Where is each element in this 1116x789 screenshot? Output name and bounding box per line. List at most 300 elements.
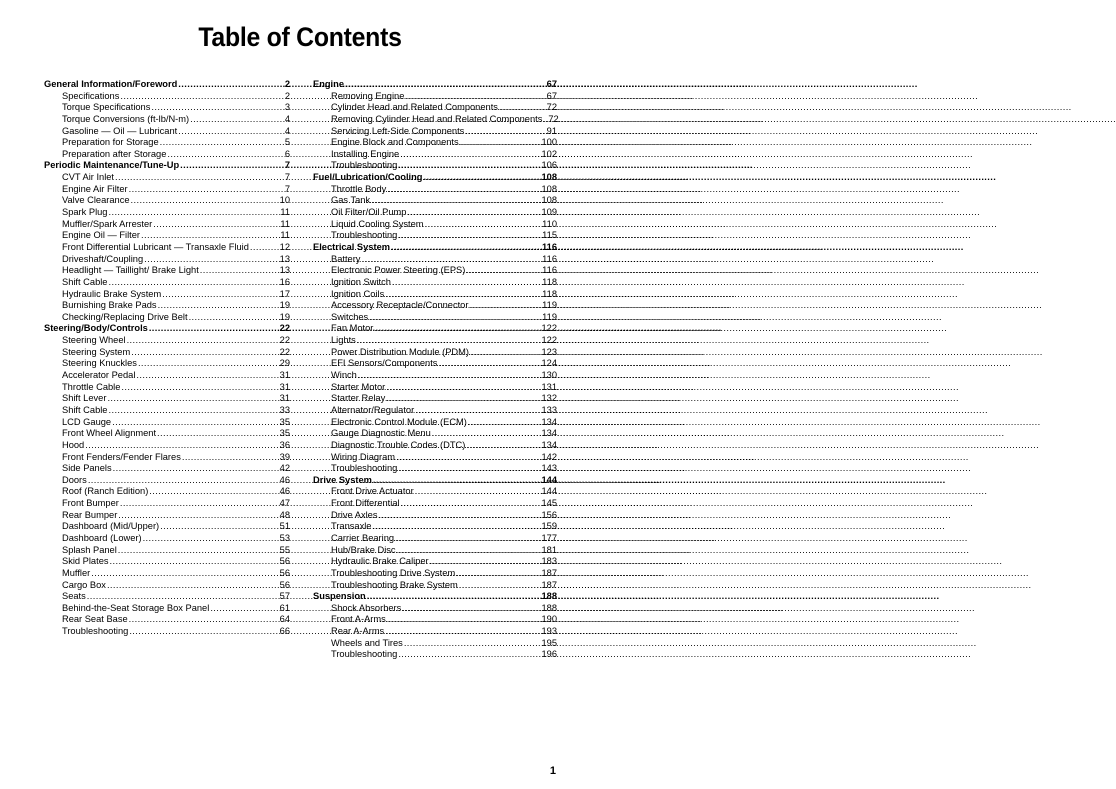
- dot-leader: [391, 242, 541, 254]
- toc-entry: [44, 614, 290, 626]
- toc-page-number: 56: [279, 567, 290, 578]
- toc-entry: [313, 498, 557, 510]
- toc-entry: [313, 358, 557, 370]
- toc-entry-title: CVT Air Inlet: [62, 172, 115, 183]
- toc-page-number: 134: [541, 439, 557, 450]
- toc-page-number: 57: [279, 591, 290, 602]
- toc-page-number: 142: [541, 451, 557, 462]
- toc-page-number: 102: [541, 148, 557, 159]
- toc-entry-title: Oil Filter/Oil Pump: [331, 207, 407, 218]
- dot-leader: [127, 335, 279, 347]
- dot-leader: [107, 580, 279, 592]
- toc-entry-title: Accelerator Pedal: [62, 370, 136, 381]
- toc-page-number: 19: [279, 311, 290, 322]
- toc-entry-title: Drive Axles: [331, 509, 378, 520]
- toc-page-number: 134: [541, 428, 557, 439]
- toc-section-heading: [44, 323, 290, 335]
- toc-entry-title: Troubleshooting Brake System: [331, 579, 458, 590]
- toc-entry-title: Battery: [331, 253, 361, 264]
- toc-page-number: 124: [541, 358, 557, 369]
- toc-page-number: 33: [279, 404, 290, 415]
- dot-leader: [398, 160, 540, 172]
- toc-page-number: 187: [541, 579, 557, 590]
- toc-entry-title: Behind-the-Seat Storage Box Panel: [62, 602, 210, 613]
- toc-page-number: 108: [541, 183, 557, 194]
- toc-entry-title: Wheels and Tires: [331, 637, 403, 648]
- toc-entry-title: Seats: [62, 591, 86, 602]
- toc-left-column: [44, 79, 290, 638]
- toc-entry-title: Transaxle: [331, 521, 372, 532]
- dot-leader: [373, 475, 541, 487]
- toc-entry-title: Cargo Box: [62, 579, 106, 590]
- toc-page-number: 31: [279, 370, 290, 381]
- toc-page-number: 46: [279, 474, 290, 485]
- toc-page-number: 4: [284, 125, 290, 136]
- toc-entry: [313, 277, 557, 289]
- toc-entry-title: Drive System: [313, 474, 372, 485]
- toc-entry: [313, 184, 557, 196]
- toc-page-number: 133: [541, 404, 557, 415]
- dot-leader: [178, 79, 284, 91]
- dot-leader: [395, 533, 540, 545]
- toc-entry: [44, 498, 290, 510]
- toc-entry-title: Shift Lever: [62, 393, 107, 404]
- toc-page-number: 46: [279, 486, 290, 497]
- toc-section-heading: [313, 475, 557, 487]
- toc-entry-title: Checking/Replacing Drive Belt: [62, 311, 188, 322]
- toc-page-number: 22: [279, 346, 290, 357]
- dot-leader: [466, 440, 540, 452]
- toc-page-number: 13: [279, 265, 290, 276]
- toc-entry: [313, 440, 557, 452]
- toc-entry: [313, 614, 557, 626]
- dot-leader: [151, 102, 283, 114]
- dot-leader: [387, 614, 541, 626]
- toc-entry-title: Muffler: [62, 567, 91, 578]
- toc-page-number: 110: [542, 218, 557, 229]
- toc-entry: [313, 382, 557, 394]
- toc-section-heading: [313, 591, 557, 603]
- toc-entry: [44, 265, 290, 277]
- toc-entry-title: Steering/Body/Controls: [44, 323, 148, 334]
- toc-page-number: 11: [280, 218, 290, 229]
- dot-leader: [398, 463, 540, 475]
- toc-entry: [44, 335, 290, 347]
- toc-page-number: 67: [546, 90, 557, 101]
- toc-page-number: 134: [541, 416, 557, 427]
- toc-page-number: 19: [279, 300, 290, 311]
- dot-leader: [108, 277, 278, 289]
- toc-entry: [313, 510, 557, 522]
- toc-entry-title: Hood: [62, 439, 85, 450]
- dot-leader: [113, 463, 279, 475]
- dot-leader: [87, 591, 279, 603]
- toc-entry: [44, 230, 290, 242]
- dot-leader: [401, 498, 541, 510]
- toc-page-number: 39: [279, 451, 290, 462]
- toc-entry: [44, 393, 290, 405]
- toc-entry-title: Ignition Coils: [331, 288, 385, 299]
- dot-leader: [371, 195, 540, 207]
- toc-page-number: 106: [541, 160, 557, 171]
- dot-leader: [129, 626, 278, 638]
- toc-entry-title: Power Distribution Module (PDM): [331, 346, 469, 357]
- toc-entry: [44, 277, 290, 289]
- toc-entry-title: Throttle Body: [331, 183, 387, 194]
- toc-section-heading: [313, 242, 557, 254]
- toc-entry: [44, 358, 290, 370]
- toc-entry: [44, 289, 290, 301]
- toc-entry: [44, 428, 290, 440]
- dot-leader: [118, 510, 278, 522]
- toc-section-heading: [313, 79, 557, 91]
- toc-entry-title: Electrical System: [313, 241, 391, 252]
- dot-leader: [210, 603, 278, 615]
- dot-leader: [374, 323, 540, 335]
- toc-entry-title: Starter Relay: [331, 393, 386, 404]
- dot-leader: [144, 254, 279, 266]
- toc-entry-title: Alternator/Regulator: [331, 404, 415, 415]
- toc-entry-title: Burnishing Brake Pads: [62, 300, 157, 311]
- dot-leader: [402, 603, 540, 615]
- toc-entry-title: Specifications: [62, 90, 120, 101]
- dot-leader: [398, 649, 540, 661]
- toc-entry: [313, 300, 557, 312]
- dot-leader: [438, 358, 540, 370]
- dot-leader: [160, 521, 279, 533]
- toc-entry: [313, 533, 557, 545]
- toc-page-number: 181: [541, 544, 557, 555]
- dot-leader: [432, 428, 541, 440]
- toc-entry: [313, 417, 557, 429]
- toc-entry-title: Front Bumper: [62, 498, 119, 509]
- toc-entry-title: Spark Plug: [62, 207, 108, 218]
- toc-entry-title: Doors: [62, 474, 87, 485]
- toc-entry-title: Fuel/Lubrication/Cooling: [313, 172, 423, 183]
- toc-entry: [313, 626, 557, 638]
- toc-entry-title: Wiring Diagram: [331, 451, 396, 462]
- toc-page-number: 123: [541, 346, 557, 357]
- toc-entry-title: Fan Motor: [331, 323, 374, 334]
- toc-page-number: 195: [541, 637, 557, 648]
- toc-entry: [313, 580, 557, 592]
- toc-entry: [44, 475, 290, 487]
- dot-leader: [178, 126, 284, 138]
- toc-entry-title: Periodic Maintenance/Tune-Up: [44, 160, 180, 171]
- toc-entry: [313, 649, 557, 661]
- toc-page-number: 56: [279, 556, 290, 567]
- toc-entry: [313, 405, 557, 417]
- toc-entry-title: Steering Wheel: [62, 335, 126, 346]
- dot-leader: [108, 405, 278, 417]
- toc-entry-title: Cylinder Head and Related Components: [331, 102, 498, 113]
- toc-page-number: 144: [541, 486, 557, 497]
- toc-page-number: 64: [279, 614, 290, 625]
- dot-leader: [372, 521, 540, 533]
- toc-section-heading: [44, 79, 290, 91]
- dot-leader: [121, 382, 278, 394]
- toc-page-number: 29: [279, 358, 290, 369]
- toc-entry: [44, 184, 290, 196]
- dot-leader: [143, 533, 279, 545]
- toc-page-number: 12: [279, 241, 290, 252]
- dot-leader: [136, 370, 278, 382]
- toc-entry: [44, 195, 290, 207]
- toc-page-number: 119: [542, 300, 557, 311]
- toc-page-number: 22: [279, 323, 290, 334]
- toc-entry-title: Front Drive Actuator: [331, 486, 414, 497]
- toc-entry: [44, 300, 290, 312]
- toc-entry: [44, 603, 290, 615]
- dot-leader: [430, 556, 541, 568]
- dot-leader: [149, 323, 279, 335]
- toc-entry: [44, 626, 290, 638]
- dot-leader: [392, 277, 541, 289]
- toc-entry: [44, 370, 290, 382]
- toc-entry: [44, 114, 290, 126]
- toc-entry-title: Dashboard (Lower): [62, 532, 142, 543]
- dot-leader: [141, 230, 279, 242]
- dot-leader: [157, 428, 279, 440]
- toc-entry-title: Shift Cable: [62, 276, 108, 287]
- toc-page-number: 10: [279, 195, 290, 206]
- toc-entry: [44, 149, 290, 161]
- dot-leader: [345, 79, 546, 91]
- toc-entry-title: Steering System: [62, 346, 131, 357]
- toc-page-number: 5: [284, 137, 290, 148]
- toc-page-number: 6: [284, 148, 290, 159]
- toc-entry-title: Troubleshooting: [331, 160, 398, 171]
- toc-page-number: 7: [284, 160, 290, 171]
- toc-entry-title: Side Panels: [62, 463, 112, 474]
- toc-page-number: 115: [542, 230, 557, 241]
- dot-leader: [465, 126, 545, 138]
- dot-leader: [407, 207, 540, 219]
- dot-leader: [200, 265, 279, 277]
- dot-leader: [468, 417, 541, 429]
- dot-leader: [189, 312, 279, 324]
- dot-leader: [386, 393, 540, 405]
- dot-leader: [110, 556, 279, 568]
- toc-entry-title: Electronic Power Steering (EPS): [331, 265, 466, 276]
- toc-entry: [313, 545, 557, 557]
- toc-page-number: 47: [279, 498, 290, 509]
- toc-page-number: 108: [541, 172, 557, 183]
- toc-entry-title: Suspension: [313, 591, 366, 602]
- toc-entry-title: Steering Knuckles: [62, 358, 137, 369]
- toc-page-number: 187: [541, 567, 557, 578]
- dot-leader: [459, 580, 541, 592]
- toc-entry-title: Ignition Switch: [331, 276, 391, 287]
- toc-entry-title: Hydraulic Brake Caliper: [331, 556, 429, 567]
- toc-page-number: 118: [542, 288, 557, 299]
- toc-entry: [44, 486, 290, 498]
- toc-entry: [44, 102, 290, 114]
- toc-entry-title: Preparation after Storage: [62, 148, 167, 159]
- toc-entry-title: Troubleshooting: [331, 649, 398, 660]
- toc-entry-title: Front Fenders/Fender Flares: [62, 451, 181, 462]
- toc-entry-title: Hydraulic Brake System: [62, 288, 162, 299]
- toc-entry: [44, 347, 290, 359]
- toc-page-number: 3: [284, 102, 290, 113]
- toc-entry: [313, 486, 557, 498]
- toc-page-number: 36: [279, 439, 290, 450]
- toc-page-number: 130: [541, 370, 557, 381]
- toc-entry: [313, 335, 557, 347]
- toc-page-number: 116: [542, 253, 557, 264]
- dot-leader: [149, 486, 278, 498]
- dot-leader: [397, 545, 541, 557]
- toc-entry-title: Torque Specifications: [62, 102, 151, 113]
- toc-entry-title: Rear Seat Base: [62, 614, 128, 625]
- toc-entry: [44, 242, 290, 254]
- dot-leader: [108, 207, 279, 219]
- dot-leader: [131, 195, 279, 207]
- toc-page-number: 16: [279, 276, 290, 287]
- dot-leader: [385, 626, 540, 638]
- toc-page-number: 11: [280, 230, 290, 241]
- dot-leader: [470, 347, 541, 359]
- toc-page-number: 31: [279, 393, 290, 404]
- toc-entry-title: Accessory Receptacle/Connector: [331, 300, 469, 311]
- dot-leader: [160, 137, 284, 149]
- dot-leader: [543, 114, 547, 126]
- toc-entry-title: EFI Sensors/Components: [331, 358, 438, 369]
- toc-entry-title: Troubleshooting: [331, 463, 398, 474]
- dot-leader: [120, 91, 283, 103]
- toc-page-number: 35: [279, 428, 290, 439]
- dot-leader: [405, 91, 545, 103]
- dot-leader: [167, 149, 283, 161]
- toc-entry: [313, 91, 557, 103]
- toc-entry: [313, 137, 557, 149]
- toc-entry-title: Engine Air Filter: [62, 183, 128, 194]
- dot-leader: [88, 475, 279, 487]
- toc-entry-title: Skid Plates: [62, 556, 109, 567]
- toc-entry-title: Diagnostic Trouble Codes (DTC): [331, 439, 466, 450]
- toc-entry-title: Removing Engine: [331, 90, 405, 101]
- toc-section-heading: [44, 160, 290, 172]
- toc-entry: [44, 126, 290, 138]
- toc-entry-title: Troubleshooting: [62, 626, 129, 637]
- toc-entry-title: Installing Engine: [331, 148, 400, 159]
- dot-leader: [386, 382, 540, 394]
- dot-leader: [385, 289, 541, 301]
- toc-entry: [313, 230, 557, 242]
- dot-leader: [369, 312, 541, 324]
- toc-entry-title: Front Differential Lubricant — Transaxle Fluid: [62, 241, 249, 252]
- toc-entry-title: Driveshaft/Coupling: [62, 253, 144, 264]
- toc-entry: [44, 533, 290, 545]
- toc-page-number: 116: [542, 241, 557, 252]
- dot-leader: [182, 452, 279, 464]
- toc-entry: [44, 568, 290, 580]
- toc-entry: [44, 207, 290, 219]
- toc-entry-title: Shock Absorbers: [331, 602, 402, 613]
- toc-page-number: 188: [541, 602, 557, 613]
- dot-leader: [129, 184, 284, 196]
- toc-entry: [44, 452, 290, 464]
- toc-page-number: 196: [541, 649, 557, 660]
- toc-entry-title: Valve Clearance: [62, 195, 130, 206]
- toc-entry-title: Troubleshooting: [331, 230, 398, 241]
- dot-leader: [466, 265, 541, 277]
- toc-page-number: 11: [280, 207, 290, 218]
- toc-page-number: 193: [541, 626, 557, 637]
- toc-page-number: 72: [546, 102, 557, 113]
- toc-entry: [44, 521, 290, 533]
- dot-leader: [400, 149, 540, 161]
- toc-page-number: 177: [541, 532, 557, 543]
- dot-leader: [129, 614, 279, 626]
- toc-page-number: 118: [542, 276, 557, 287]
- toc-page-number: 53: [279, 532, 290, 543]
- page-number: 1: [549, 765, 556, 777]
- toc-page-number: 61: [279, 602, 290, 613]
- dot-leader: [424, 172, 541, 184]
- dot-leader: [115, 172, 284, 184]
- dot-leader: [415, 486, 541, 498]
- toc-entry: [44, 254, 290, 266]
- toc-entry: [44, 417, 290, 429]
- toc-entry: [313, 638, 557, 650]
- dot-leader: [138, 358, 279, 370]
- toc-page-number: 72: [548, 113, 559, 124]
- toc-page-number: 35: [279, 416, 290, 427]
- toc-page-number: 109: [541, 207, 557, 218]
- toc-entry: [313, 556, 557, 568]
- toc-entry: [44, 137, 290, 149]
- toc-entry-title: Engine: [313, 79, 344, 89]
- dot-leader: [131, 347, 278, 359]
- toc-page-number: 131: [541, 381, 557, 392]
- toc-page-number: 100: [541, 137, 557, 148]
- dot-leader: [357, 335, 541, 347]
- dot-leader: [379, 510, 541, 522]
- toc-entry: [313, 452, 557, 464]
- dot-leader: [396, 452, 540, 464]
- toc-entry: [313, 195, 557, 207]
- dot-leader: [460, 137, 541, 149]
- toc-entry-title: Gasoline — Oil — Lubricant: [62, 125, 178, 136]
- toc-page-number: 145: [541, 498, 557, 509]
- toc-entry: [44, 172, 290, 184]
- toc-entry-title: Torque Conversions (ft-lb/N-m): [62, 113, 190, 124]
- toc-page-number: 159: [541, 521, 557, 532]
- toc-page-number: 7: [284, 183, 290, 194]
- toc-page-number: 2: [284, 90, 290, 101]
- toc-entry: [313, 323, 557, 335]
- dot-leader: [387, 184, 540, 196]
- toc-entry: [313, 463, 557, 475]
- dot-leader: [162, 289, 278, 301]
- toc-entry-title: Gas Tank: [331, 195, 371, 206]
- toc-page-number: 17: [279, 288, 290, 299]
- toc-page-number: 48: [279, 509, 290, 520]
- toc-page-number: 190: [541, 614, 557, 625]
- toc-entry: [313, 603, 557, 615]
- toc-entry-title: Servicing Left-Side Components: [331, 125, 465, 136]
- toc-entry: [44, 556, 290, 568]
- toc-page-number: 188: [541, 591, 557, 602]
- toc-entry-title: Roof (Ranch Edition): [62, 486, 149, 497]
- toc-page-number: 2: [284, 79, 290, 89]
- toc-entry: [44, 405, 290, 417]
- toc-entry: [313, 370, 557, 382]
- toc-entry-title: Front Wheel Alignment: [62, 428, 157, 439]
- toc-entry: [313, 289, 557, 301]
- toc-page-number: 56: [279, 579, 290, 590]
